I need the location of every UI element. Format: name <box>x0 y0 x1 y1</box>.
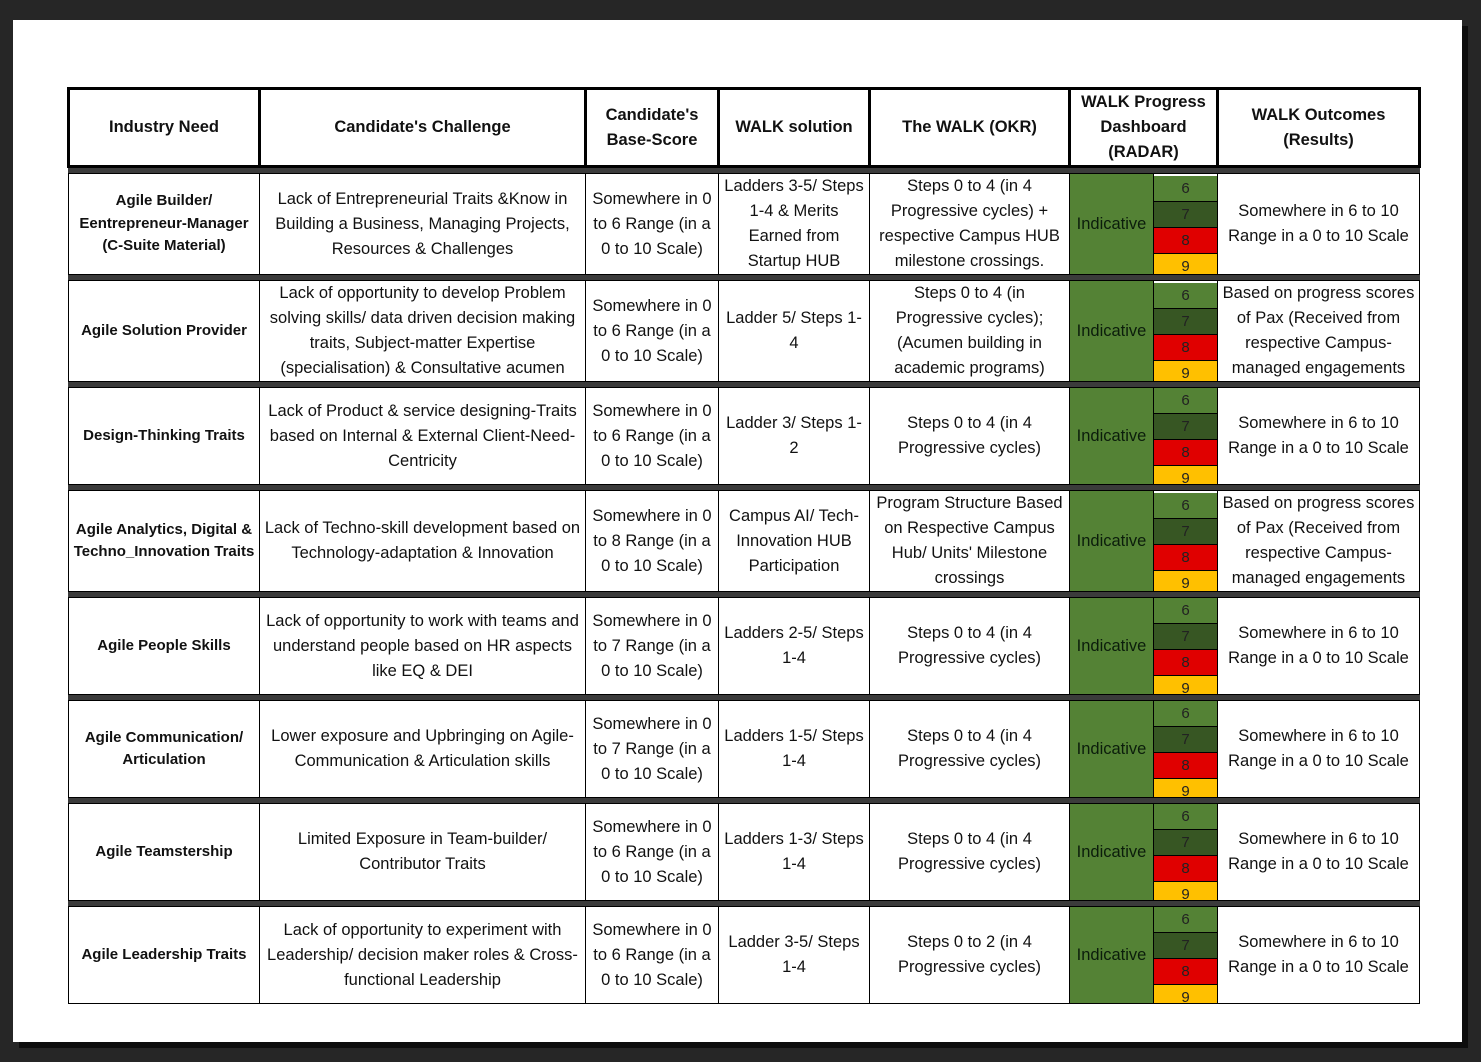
scale-level-6: 6 <box>1154 907 1217 933</box>
scale-level-7: 7 <box>1154 830 1217 856</box>
challenge-cell: Lack of Entrepreneurial Traits &Know in Building a Business, Managing Projects, Resources & Challenges <box>260 174 586 275</box>
scale-level-9: 9 <box>1154 361 1217 382</box>
header-industry-need: Industry Need <box>69 89 260 167</box>
scale-cell <box>1154 907 1218 1004</box>
scale-cell <box>1154 804 1218 901</box>
walk-solution-cell: Ladders 1-5/ Steps 1-4 <box>719 701 870 798</box>
radar-scale <box>1154 701 1217 797</box>
industry-need-cell: Agile Analytics, Digital & Techno_Innovation Traits <box>69 491 260 592</box>
radar-scale <box>1154 598 1217 694</box>
walk-solution-cell: Ladders 2-5/ Steps 1-4 <box>719 598 870 695</box>
outcome-cell: Based on progress scores of Pax (Received from respective Campus-managed engagements <box>1218 281 1420 382</box>
walk-okr-cell: Steps 0 to 4 (in Progressive cycles); (Acumen building in academic programs) <box>870 281 1070 382</box>
indicative-cell: Indicative <box>1070 388 1154 485</box>
scale-level-7: 7 <box>1154 414 1217 440</box>
walk-solution-cell: Ladders 1-3/ Steps 1-4 <box>719 804 870 901</box>
outcome-cell: Somewhere in 6 to 10 Range in a 0 to 10 Scale <box>1218 174 1420 275</box>
page-shadow-right <box>1462 26 1468 1042</box>
indicative-cell: Indicative <box>1070 598 1154 695</box>
outcome-cell: Somewhere in 6 to 10 Range in a 0 to 10 Scale <box>1218 907 1420 1004</box>
scale-level-6: 6 <box>1154 598 1217 624</box>
scale-level-9: 9 <box>1154 779 1217 798</box>
challenge-cell: Lack of Techno-skill development based on Technology-adaptation & Innovation <box>260 491 586 592</box>
scale-cell <box>1154 388 1218 485</box>
table-row <box>69 804 1420 901</box>
scale-level-8: 8 <box>1154 228 1217 254</box>
challenge-cell: Lack of opportunity to develop Problem solving skills/ data driven decision making traits, Subject-matter Expertise (specialisation) & Consultative acumen <box>260 281 586 382</box>
industry-need-cell: Agile Solution Provider <box>69 281 260 382</box>
header-base-score: Candidate's Base-Score <box>586 89 719 167</box>
scale-level-7: 7 <box>1154 202 1217 228</box>
scale-cell <box>1154 491 1218 592</box>
walk-okr-cell: Steps 0 to 2 (in 4 Progressive cycles) <box>870 907 1070 1004</box>
challenge-cell: Lower exposure and Upbringing on Agile-Communication & Articulation skills <box>260 701 586 798</box>
base-score-cell: Somewhere in 0 to 6 Range (in a 0 to 10 Scale) <box>586 804 719 901</box>
scale-level-6: 6 <box>1154 701 1217 727</box>
base-score-cell: Somewhere in 0 to 6 Range (in a 0 to 10 Scale) <box>586 281 719 382</box>
scale-level-7: 7 <box>1154 933 1217 959</box>
base-score-cell: Somewhere in 0 to 6 Range (in a 0 to 10 Scale) <box>586 907 719 1004</box>
radar-scale <box>1154 804 1217 900</box>
header-walk-outcomes: WALK Outcomes (Results) <box>1218 89 1420 167</box>
base-score-cell: Somewhere in 0 to 6 Range (in a 0 to 10 Scale) <box>586 174 719 275</box>
scale-level-6: 6 <box>1154 804 1217 830</box>
industry-need-cell: Agile People Skills <box>69 598 260 695</box>
base-score-cell: Somewhere in 0 to 6 Range (in a 0 to 10 Scale) <box>586 388 719 485</box>
walk-okr-cell: Steps 0 to 4 (in 4 Progressive cycles) <box>870 804 1070 901</box>
table-row <box>69 701 1420 798</box>
walk-table <box>67 87 1421 1004</box>
walk-okr-cell: Steps 0 to 4 (in 4 Progressive cycles) <box>870 388 1070 485</box>
outcome-cell: Somewhere in 6 to 10 Range in a 0 to 10 Scale <box>1218 701 1420 798</box>
scale-level-9: 9 <box>1154 466 1217 485</box>
table-row <box>69 281 1420 382</box>
walk-solution-cell: Ladder 3-5/ Steps 1-4 <box>719 907 870 1004</box>
walk-solution-cell: Ladder 5/ Steps 1-4 <box>719 281 870 382</box>
header-candidate-challenge: Candidate's Challenge <box>260 89 586 167</box>
scale-level-8: 8 <box>1154 545 1217 571</box>
base-score-cell: Somewhere in 0 to 7 Range (in a 0 to 10 Scale) <box>586 701 719 798</box>
radar-scale <box>1154 388 1217 484</box>
walk-okr-cell: Program Structure Based on Respective Campus Hub/ Units' Milestone crossings <box>870 491 1070 592</box>
scale-level-6: 6 <box>1154 388 1217 414</box>
radar-scale <box>1154 176 1217 275</box>
scale-level-9: 9 <box>1154 254 1217 275</box>
indicative-cell: Indicative <box>1070 907 1154 1004</box>
table-row <box>69 174 1420 275</box>
base-score-cell: Somewhere in 0 to 7 Range (in a 0 to 10 Scale) <box>586 598 719 695</box>
industry-need-cell: Design-Thinking Traits <box>69 388 260 485</box>
scale-cell <box>1154 281 1218 382</box>
scale-level-9: 9 <box>1154 882 1217 901</box>
scale-cell <box>1154 701 1218 798</box>
scale-level-6: 6 <box>1154 176 1217 202</box>
table-row <box>69 491 1420 592</box>
header-row <box>69 89 1420 167</box>
scale-level-8: 8 <box>1154 753 1217 779</box>
outcome-cell: Based on progress scores of Pax (Received from respective Campus-managed engagements <box>1218 491 1420 592</box>
scale-level-6: 6 <box>1154 283 1217 309</box>
scale-cell <box>1154 598 1218 695</box>
scale-level-7: 7 <box>1154 727 1217 753</box>
scale-level-9: 9 <box>1154 571 1217 592</box>
scale-level-6: 6 <box>1154 493 1217 519</box>
challenge-cell: Limited Exposure in Team-builder/ Contributor Traits <box>260 804 586 901</box>
industry-need-cell: Agile Teamstership <box>69 804 260 901</box>
walk-okr-cell: Steps 0 to 4 (in 4 Progressive cycles) + respective Campus HUB milestone crossings. <box>870 174 1070 275</box>
radar-scale <box>1154 493 1217 592</box>
table-row <box>69 598 1420 695</box>
scale-level-8: 8 <box>1154 959 1217 985</box>
industry-need-cell: Agile Builder/ Eentrepreneur-Manager (C-Suite Material) <box>69 174 260 275</box>
scale-level-7: 7 <box>1154 519 1217 545</box>
base-score-cell: Somewhere in 0 to 8 Range (in a 0 to 10 Scale) <box>586 491 719 592</box>
scale-level-9: 9 <box>1154 676 1217 695</box>
walk-okr-cell: Steps 0 to 4 (in 4 Progressive cycles) <box>870 598 1070 695</box>
indicative-cell: Indicative <box>1070 491 1154 592</box>
separator-bar <box>69 167 1420 174</box>
walk-solution-cell: Campus AI/ Tech-Innovation HUB Participation <box>719 491 870 592</box>
walk-solution-cell: Ladder 3/ Steps 1-2 <box>719 388 870 485</box>
walk-solution-cell: Ladders 3-5/ Steps 1-4 & Merits Earned from Startup HUB <box>719 174 870 275</box>
indicative-cell: Indicative <box>1070 174 1154 275</box>
industry-need-cell: Agile Communication/ Articulation <box>69 701 260 798</box>
scale-level-8: 8 <box>1154 856 1217 882</box>
header-walk-solution: WALK solution <box>719 89 870 167</box>
row-separator <box>69 167 1420 174</box>
scale-cell <box>1154 174 1218 275</box>
walk-okr-cell: Steps 0 to 4 (in 4 Progressive cycles) <box>870 701 1070 798</box>
challenge-cell: Lack of opportunity to experiment with Leadership/ decision maker roles & Cross-functional Leadership <box>260 907 586 1004</box>
outcome-cell: Somewhere in 6 to 10 Range in a 0 to 10 Scale <box>1218 598 1420 695</box>
radar-scale <box>1154 907 1217 1003</box>
table-row <box>69 907 1420 1004</box>
indicative-cell: Indicative <box>1070 804 1154 901</box>
scale-level-7: 7 <box>1154 309 1217 335</box>
radar-scale <box>1154 283 1217 382</box>
outcome-cell: Somewhere in 6 to 10 Range in a 0 to 10 Scale <box>1218 388 1420 485</box>
industry-need-cell: Agile Leadership Traits <box>69 907 260 1004</box>
indicative-cell: Indicative <box>1070 281 1154 382</box>
table-row <box>69 388 1420 485</box>
header-progress-dashboard: WALK Progress Dashboard (RADAR) <box>1070 89 1218 167</box>
page-shadow-bottom <box>19 1042 1468 1048</box>
scale-level-8: 8 <box>1154 335 1217 361</box>
indicative-cell: Indicative <box>1070 701 1154 798</box>
outcome-cell: Somewhere in 6 to 10 Range in a 0 to 10 Scale <box>1218 804 1420 901</box>
scale-level-8: 8 <box>1154 440 1217 466</box>
scale-level-8: 8 <box>1154 650 1217 676</box>
scale-level-7: 7 <box>1154 624 1217 650</box>
challenge-cell: Lack of opportunity to work with teams and understand people based on HR aspects like EQ & DEI <box>260 598 586 695</box>
header-walk-okr: The WALK (OKR) <box>870 89 1070 167</box>
challenge-cell: Lack of Product & service designing-Traits based on Internal & External Client-Need-Centricity <box>260 388 586 485</box>
scale-level-9: 9 <box>1154 985 1217 1004</box>
